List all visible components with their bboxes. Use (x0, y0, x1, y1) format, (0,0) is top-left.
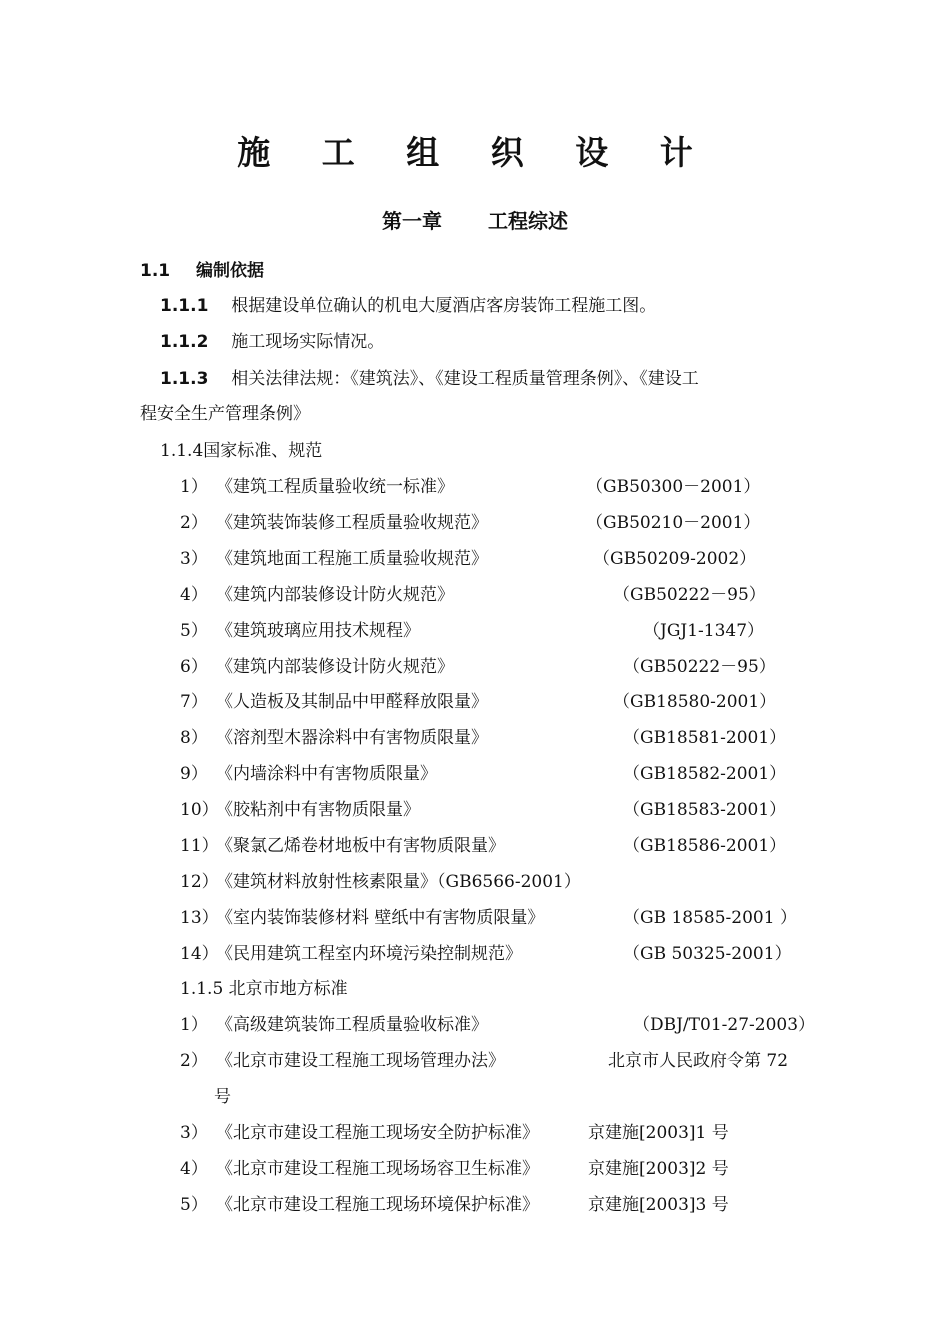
item-1-1-2 (160, 327, 384, 357)
local-standard-row (180, 1154, 729, 1184)
item-1-1-3 (160, 364, 699, 394)
standard-code: （DBJ/T01-27-2003） (633, 1015, 816, 1035)
chapter-name: 工程综述 (488, 209, 568, 233)
item-1-1-1 (160, 291, 656, 321)
item-1-1-4-heading: 1.1.4国家标准、规范 (160, 441, 323, 461)
standard-index: 9） (180, 764, 208, 785)
standard-index: 1） (180, 1015, 208, 1035)
standard-index: 6） (180, 656, 208, 677)
item-text: 根据建设单位确认的机电大厦酒店客房装饰工程施工图。 (231, 296, 657, 316)
standard-code: 京建施[2003]3 号 (588, 1195, 729, 1215)
standard-row (180, 544, 757, 574)
standard-code: （GB6566-2001） (437, 871, 581, 892)
document-title: 施 工 组 织 设 计 (237, 133, 713, 172)
standard-index: 14） (180, 943, 219, 964)
item-number: 1.1.3 (160, 369, 209, 389)
standard-row (180, 759, 787, 789)
standard-name: 《建筑玻璃应用技术规程》 (216, 620, 420, 641)
section-number: 1.1 (140, 261, 171, 281)
standard-code: 京建施[2003]2 号 (588, 1159, 729, 1179)
local-standard-row (180, 1046, 789, 1076)
standard-name: 《高级建筑装饰工程质量验收标准》 (216, 1015, 488, 1035)
standard-name: 《建筑材料放射性核素限量》 (216, 871, 437, 892)
standard-index: 5） (180, 620, 208, 641)
standard-name: 《建筑工程质量验收统一标准》 (216, 477, 454, 497)
standard-code: （GB18583-2001） (623, 800, 787, 821)
standard-code: （GB18586-2001） (623, 836, 787, 856)
standard-name: 《建筑内部装修设计防火规范》 (216, 584, 454, 605)
item-number: 1.1.2 (160, 332, 209, 352)
standard-row (180, 939, 792, 969)
standard-name: 《建筑装饰装修工程质量验收规范》 (216, 512, 488, 533)
standard-index: 7） (180, 692, 208, 713)
standard-row (180, 508, 761, 538)
standard-name: 《溶剂型木器涂料中有害物质限量》 (216, 728, 488, 749)
item-text: 施工现场实际情况。 (231, 332, 385, 352)
standard-index: 11） (180, 836, 219, 856)
standard-name: 《北京市建设工程施工现场场容卫生标准》 (216, 1159, 539, 1179)
standard-row (180, 687, 777, 717)
standard-name: 《建筑地面工程施工质量验收规范》 (216, 548, 488, 569)
standard-code: （GB 50325-2001） (623, 943, 792, 964)
standard-code: （GB 18585-2001 ） (623, 907, 797, 928)
chapter-heading (0, 204, 950, 238)
standard-code: （GB50209-2002） (593, 548, 757, 569)
standard-code: （GB50300－2001） (586, 477, 761, 497)
standard-row (180, 903, 797, 933)
standard-index: 3） (180, 1123, 208, 1143)
standard-index: 8） (180, 728, 208, 749)
standard-index: 12） (180, 871, 219, 892)
standard-row (180, 580, 766, 610)
standard-row (180, 795, 787, 825)
standard-name: 《北京市建设工程施工现场环境保护标准》 (216, 1195, 539, 1215)
standard-name: 《北京市建设工程施工现场管理办法》 (216, 1051, 505, 1071)
standard-name: 《室内装饰装修材料 壁纸中有害物质限量》 (216, 907, 545, 928)
standard-index: 1） (180, 477, 208, 497)
standard-row (180, 867, 581, 897)
standard-code: 京建施[2003]1 号 (588, 1123, 729, 1143)
item-1-1-5-heading: 1.1.5 北京市地方标准 (180, 979, 348, 999)
standard-row (180, 616, 765, 646)
standard-index: 4） (180, 584, 208, 605)
standard-code: （GB50222－95） (613, 584, 766, 605)
standard-name: 《北京市建设工程施工现场安全防护标准》 (216, 1123, 539, 1143)
local-standard-row (180, 1118, 729, 1148)
standard-row (180, 472, 761, 502)
standard-name: 《聚氯乙烯卷材地板中有害物质限量》 (216, 836, 505, 856)
standard-name: 《建筑内部装修设计防火规范》 (216, 656, 454, 677)
standard-code: （GB18581-2001） (623, 728, 787, 749)
standard-code: （JGJ1-1347） (643, 620, 765, 641)
chapter-number: 第一章 (382, 209, 442, 233)
section-title: 编制依据 (195, 261, 264, 281)
item-1-1-3-continued: 程安全生产管理条例》 (140, 404, 310, 424)
standard-index: 4） (180, 1159, 208, 1179)
standard-index: 2） (180, 1051, 208, 1071)
standard-index: 3） (180, 548, 208, 569)
standard-index: 2） (180, 512, 208, 533)
standard-row (180, 652, 776, 682)
item-text-line1: 相关法律法规：《建筑法》、《建设工程质量管理条例》、《建设工 (231, 369, 699, 389)
standard-code: （GB50210－2001） (586, 512, 761, 533)
standard-code: （GB50222－95） (623, 656, 776, 677)
standard-index: 13） (180, 907, 219, 928)
standard-name: 《胶粘剂中有害物质限量》 (216, 800, 420, 821)
standard-code-continued: 号 (214, 1087, 231, 1107)
local-standard-row (180, 1010, 816, 1040)
standard-name: 《民用建筑工程室内环境污染控制规范》 (216, 943, 522, 964)
standard-name: 《内墙涂料中有害物质限量》 (216, 764, 437, 785)
standard-index: 10） (180, 800, 219, 821)
standard-index: 5） (180, 1195, 208, 1215)
standard-row (180, 723, 787, 753)
standard-code: （GB18580-2001） (613, 692, 777, 713)
standard-code: （GB18582-2001） (623, 764, 787, 785)
local-standard-row (180, 1190, 729, 1220)
section-heading-1-1 (140, 256, 264, 286)
standard-name: 《人造板及其制品中甲醛释放限量》 (216, 692, 488, 713)
standard-row (180, 831, 787, 861)
standard-code: 北京市人民政府令第 72 (608, 1051, 789, 1071)
item-number: 1.1.1 (160, 296, 209, 316)
